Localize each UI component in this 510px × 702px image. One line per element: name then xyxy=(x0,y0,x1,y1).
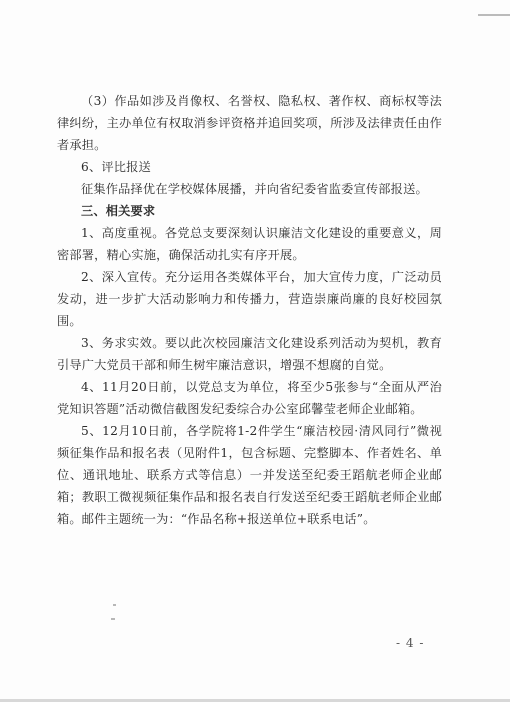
section-heading-requirements: 三、相关要求 xyxy=(81,204,156,218)
scan-speck xyxy=(111,618,115,620)
paragraph-requirement-5: 5、12月10日前，各学院将1-2件学生“廉洁校园·清风同行”微视频征集作品和报名表（见附件1，包含标题、完整脚本、作者姓名、单位、通讯地址、联系方式等信息）一并发送至纪委王蹈航老师企业邮箱；教职工微视频征集作品和报名表自行发送至纪委王蹈航老师企业邮箱。邮件主题统一为：“作品名称+报送单位+联系电话”。 xyxy=(57,424,442,526)
paragraph-evaluation-title: 6、评比报送 xyxy=(81,160,151,174)
scan-edge-mark xyxy=(478,14,510,16)
paragraph-requirement-3: 3、务求实效。要以此次校园廉洁文化建设系列活动为契机，教育引导广大党员干部和师生树牢廉洁意识，增强不想腐的自觉。 xyxy=(57,336,442,372)
scan-speck xyxy=(113,604,116,606)
paragraph-evaluation-body: 征集作品择优在学校媒体展播，并向省纪委省监委宣传部报送。 xyxy=(81,182,428,196)
paragraph-requirement-4: 4、11月20日前，以党总支为单位，将至少5张参与“全面从严治党知识答题”活动微信截图发纪委综合办公室邱馨莹老师企业邮箱。 xyxy=(57,380,442,416)
paragraph-requirement-1: 1、高度重视。各党总支要深刻认识廉洁文化建设的重要意义，周密部署，精心实施，确保活动扎实有序开展。 xyxy=(57,226,442,262)
paragraph-copyright-clause: （3）作品如涉及肖像权、名誉权、隐私权、著作权、商标权等法律纠纷，主办单位有权取消参评资格并追回奖项，所涉及法律责任由作者承担。 xyxy=(57,94,442,152)
page-number: - 4 - xyxy=(396,636,425,650)
document-body xyxy=(57,90,442,530)
paragraph-requirement-2: 2、深入宣传。充分运用各类媒体平台，加大宣传力度，广泛动员发动，进一步扩大活动影响力和传播力，营造崇廉尚廉的良好校园氛围。 xyxy=(57,270,442,328)
